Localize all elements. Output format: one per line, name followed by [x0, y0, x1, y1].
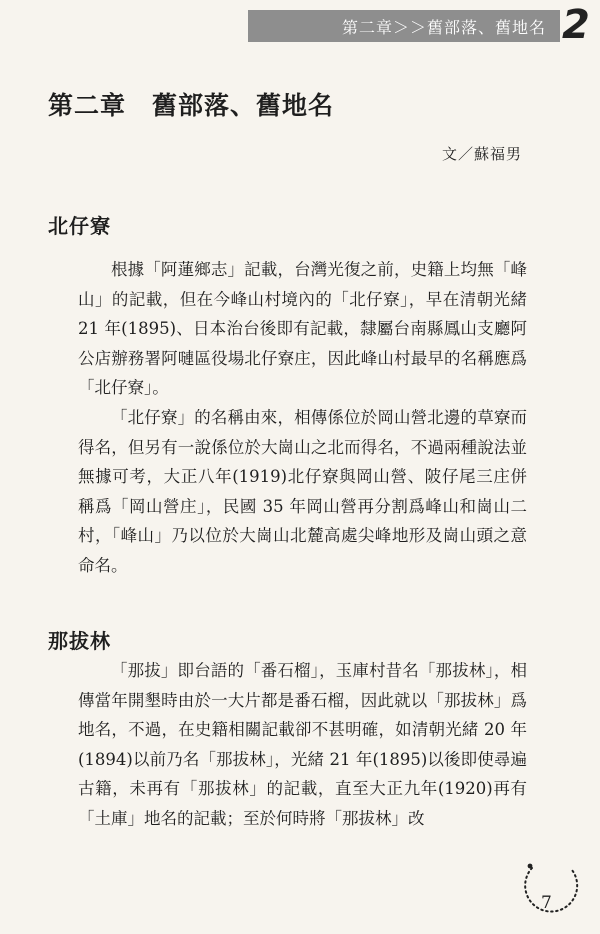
section-title-beizailiao: 北仔寮: [48, 214, 111, 238]
paragraph: 「北仔寮」的名稱由來，相傳係位於岡山營北邊的草寮而得名，但另有一說係位於大崗山之北而得名，不過兩種說法並無據可考，大正八年(1919)北仔寮與岡山營、陂仔尾三庄併稱爲「岡山營庄」，民國 35 年岡山營再分割爲峰山和崗山二村，「峰山」乃以位於大崗山北麓高處尖峰地形及崗山頭之意命名。: [78, 408, 527, 575]
section-title-nabalin: 那拔林: [48, 629, 111, 653]
page-number-ornament-icon: [522, 856, 584, 926]
paragraph: 「那拔」即台語的「番石榴」，玉庫村昔名「那拔林」，相傳當年開墾時由於一大片都是番石榴，因此就以「那拔林」爲地名，不過，在史籍相關記載卻不甚明確，如清朝光緒 20 年(1894)以前乃名「那拔林」，光緒 21 年(1895)以後即使尋遍古籍，未再有「那拔林」的記載，直至大正九年(1920)再有「土庫」地名的記載；至於何時將「那拔林」改: [78, 661, 527, 828]
running-header: [248, 10, 560, 42]
running-header-text: 第二章＞＞舊部落、舊地名: [341, 17, 546, 37]
author-credit: 文／蘇福男: [441, 145, 522, 163]
chapter-number-badge: 2: [562, 2, 590, 48]
paragraph: 根據「阿蓮鄉志」記載，台灣光復之前，史籍上均無「峰山」的記載，但在今峰山村境內的「北仔寮」，早在清朝光緒 21 年(1895)、日本治台後即有記載，隸屬台南縣鳳山支廳阿公店辦務署阿嗹區役場北仔寮庄，因此峰山村最早的名稱應爲「北仔寮」。: [78, 260, 527, 397]
chapter-title: 第二章 舊部落、舊地名: [48, 91, 335, 120]
page-number: 7: [541, 893, 552, 913]
